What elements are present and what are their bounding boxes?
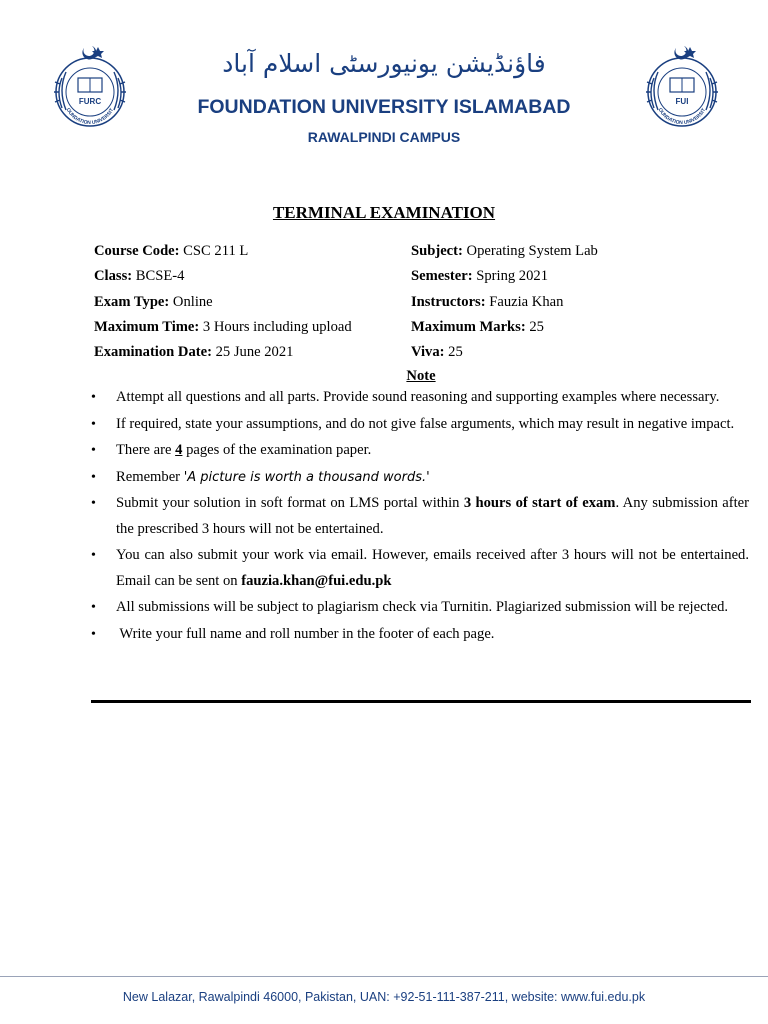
list-item: • You can also submit your work via email. However, emails received after 3 hours will not be entertained. Email can be sent on fauzia.khan@fui.edu.pk bbox=[94, 543, 749, 594]
examination-date-row: Examination Date: 25 June 2021 bbox=[94, 344, 294, 361]
fui-logo-label: FUI bbox=[675, 97, 689, 106]
exam-info-right bbox=[411, 239, 598, 365]
footer-divider bbox=[0, 976, 768, 977]
furc-seal-logo bbox=[48, 38, 132, 134]
list-item: • All submissions will be subject to plagiarism check via Turnitin. Plagiarized submission will be rejected. bbox=[94, 595, 749, 621]
list-item: • Remember 'A picture is worth a thousand words.' bbox=[94, 465, 749, 491]
maximum-time-row: Maximum Time: 3 Hours including upload bbox=[94, 318, 352, 335]
list-item: • Attempt all questions and all parts. Provide sound reasoning and supporting examples where necessary. bbox=[94, 385, 749, 411]
exam-type-row: Exam Type: Online bbox=[94, 293, 213, 310]
list-item: • There are 4 pages of the examination paper. bbox=[94, 438, 749, 464]
campus-name: RAWALPINDI CAMPUS bbox=[307, 129, 461, 145]
exam-title: TERMINAL EXAMINATION bbox=[272, 203, 496, 222]
class-row: Class: BCSE-4 bbox=[94, 268, 185, 285]
quote-text: 'A picture is worth a thousand words.' bbox=[183, 469, 430, 485]
exam-info-left bbox=[94, 239, 352, 365]
list-item: • If required, state your assumptions, and do not give false arguments, which may result in negative impact. bbox=[94, 412, 749, 438]
furc-logo-label: FURC bbox=[78, 97, 102, 106]
viva-row: Viva: 25 bbox=[411, 344, 463, 361]
list-item: • Submit your solution in soft format on LMS portal within 3 hours of start of exam. Any submission after the prescribed 3 hours will not be entertained. bbox=[94, 491, 749, 542]
note-heading: Note bbox=[406, 368, 436, 384]
section-divider bbox=[91, 700, 751, 703]
letterhead bbox=[0, 0, 768, 160]
fui-seal-logo bbox=[640, 38, 724, 134]
maximum-marks-row: Maximum Marks: 25 bbox=[411, 318, 544, 335]
urdu-university-title: فاؤنڈیشن یونیورسٹی اسلام آباد bbox=[222, 49, 546, 78]
subject-row: Subject: Operating System Lab bbox=[411, 243, 598, 259]
instructors-row: Instructors: Fauzia Khan bbox=[411, 293, 564, 310]
course-code-row: Course Code: CSC 211 L bbox=[94, 243, 249, 259]
list-item: • Write your full name and roll number in the footer of each page. bbox=[94, 622, 749, 648]
fui-logo-ring-text: OUNDATION UNIVERSIT bbox=[656, 107, 708, 127]
footer-address: New Lalazar, Rawalpindi 46000, Pakistan, UAN: +92-51-111-387-211, website: www.fui.edu.pk bbox=[122, 990, 646, 1004]
semester-row: Semester: Spring 2021 bbox=[411, 268, 548, 285]
instructions-list bbox=[94, 385, 749, 648]
university-name: FOUNDATION UNIVERSITY ISLAMABAD bbox=[197, 96, 571, 118]
email-link[interactable]: fauzia.khan@fui.edu.pk bbox=[241, 572, 392, 589]
furc-logo-ring-text: OUNDATION UNIVERSIT bbox=[64, 107, 116, 127]
